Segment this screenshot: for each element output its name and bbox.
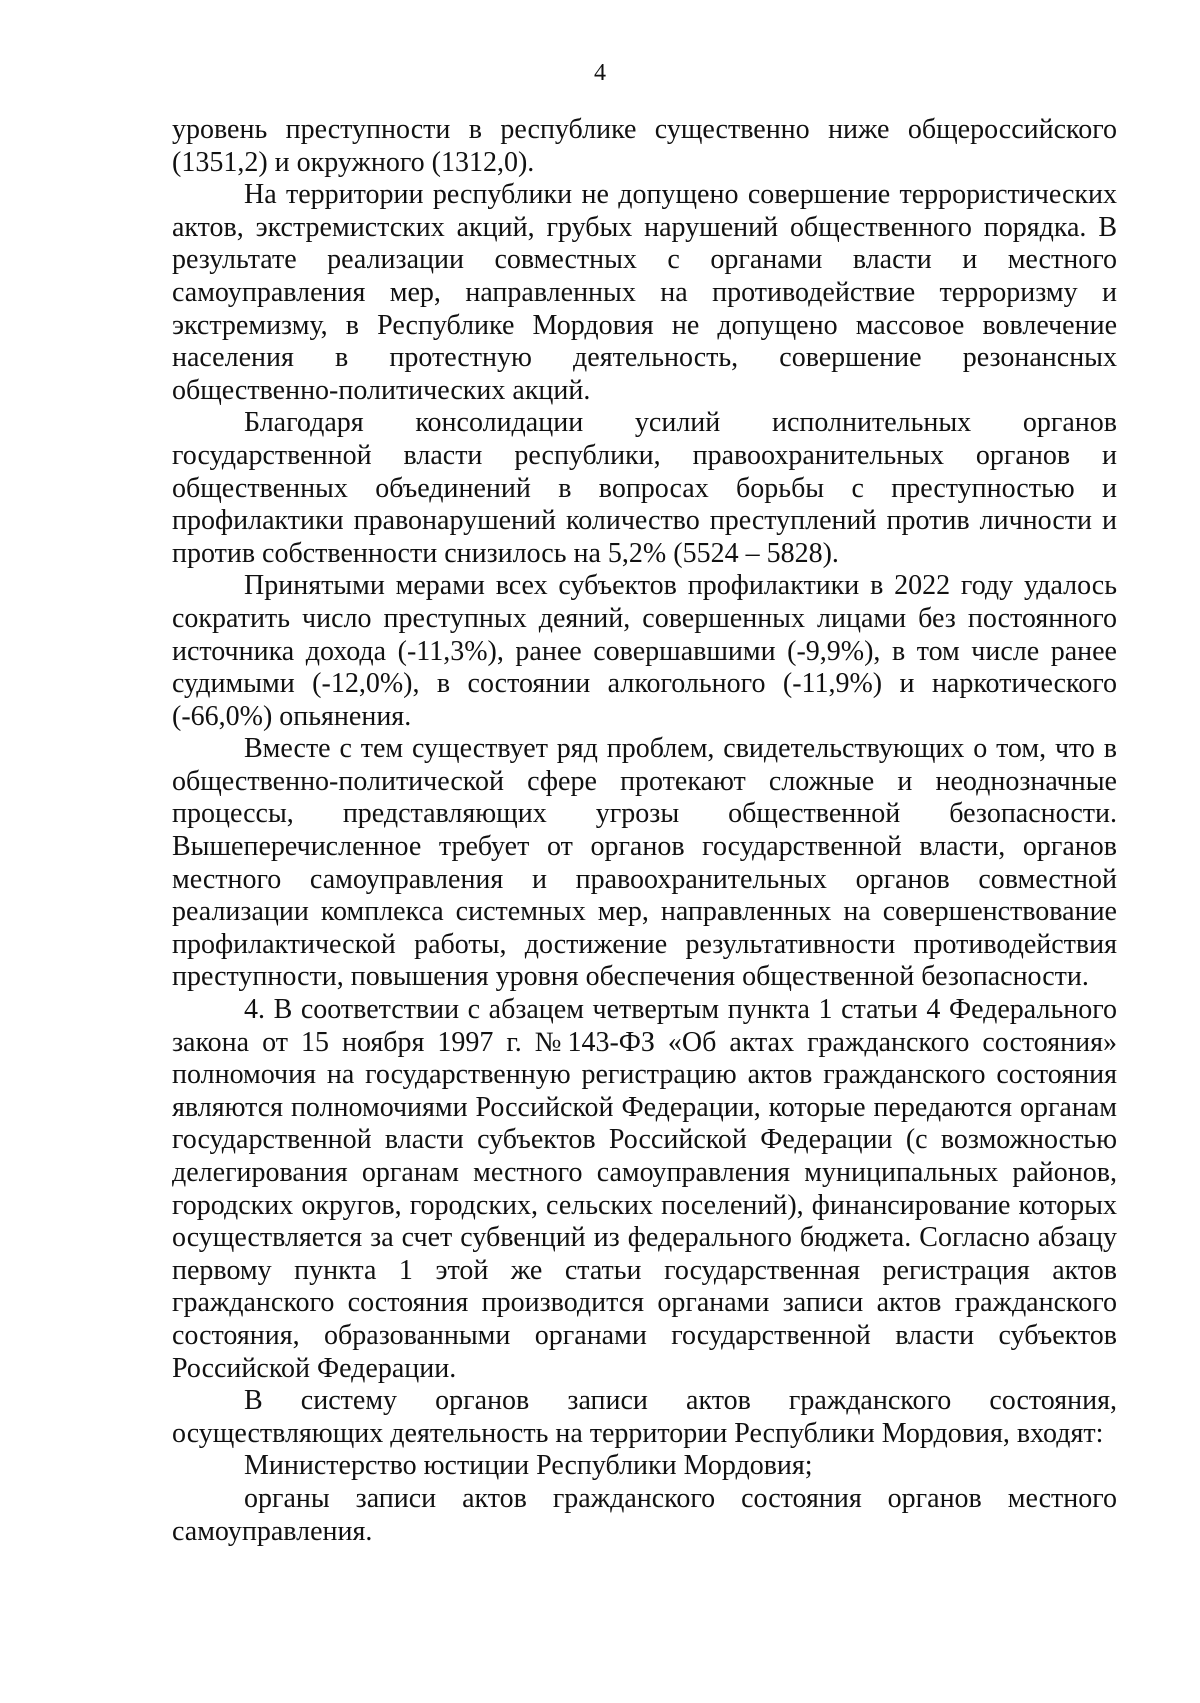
paragraph-registry-system: В систему органов записи актов гражданского состояния, осуществляющих деятельность на территории Республики Мордовия, входят: xyxy=(172,1385,1117,1449)
paragraph-terrorism-prevention: На территории республики не допущено совершение террористических актов, экстремистских акций, грубых нарушений общественного порядка. В результате реализации совместных с органами власти и местного самоуправления мер, направленных на противодействие терроризму и экстремизму, в Республике Мордовия не допущено массовое вовлечение населения в протестную деятельность, совершение резонансных общественно-политических акций. xyxy=(172,179,1117,406)
document-body xyxy=(172,114,1117,1548)
paragraph-crime-reduction: Благодаря консолидации усилий исполнительных органов государственной власти республики, правоохранительных органов и общественных объединений в вопросах борьбы с преступностью и профилактики правонарушений количество преступлений против личности и против собственности снизилось на 5,2% (5524 – 5828). xyxy=(172,407,1117,569)
page-number: 4 xyxy=(594,60,606,86)
list-item-local-registry-offices: органы записи актов гражданского состояния органов местного самоуправления. xyxy=(172,1482,1117,1547)
paragraph-problems: Вместе с тем существует ряд проблем, свидетельствующих о том, что в общественно-политической сфере протекают сложные и неоднозначные процессы, представляющих угрозы общественной безопасности. Вышеперечисленное требует от органов государственной власти, органов местного самоуправления и правоохранительных органов совместной реализации комплекса системных мер, направленных на совершенствование профилактической работы, достижение результативности противодействия преступности, повышения уровня обеспечения общественной безопасности. xyxy=(172,733,1117,993)
paragraph-prevention-results: Принятыми мерами всех субъектов профилактики в 2022 году удалось сократить число преступных деяний, совершенных лицами без постоянного источника дохода (-11,3%), ранее совершавшими (-9,9%), в том числе ранее судимыми (-12,0%), в состоянии алкогольного (-11,9%) и наркотического (-66,0%) опьянения. xyxy=(172,570,1117,732)
paragraph-civil-registration-law: 4. В соответствии с абзацем четвертым пункта 1 статьи 4 Федерального закона от 15 ноября 1997 г. №143-ФЗ «Об актах гражданского состояния» полномочия на государственную регистрацию актов гражданского состояния являются полномочиями Российской Федерации, которые передаются органам государственной власти субъектов Российской Федерации (с возможностью делегирования органам местного самоуправления муниципальных районов, городских округов, городских, сельских поселений), финансирование которых осуществляется за счет субвенций из федерального бюджета. Согласно абзацу первому пункта 1 этой же статьи государственная регистрация актов гражданского состояния производится органами записи актов гражданского состояния, образованными органами государственной власти субъектов Российской Федерации. xyxy=(172,994,1117,1384)
list-item-ministry-of-justice: Министерство юстиции Республики Мордовия; xyxy=(244,1450,813,1482)
paragraph-crime-level: уровень преступности в республике существенно ниже общероссийского (1351,2) и окружного (1312,0). xyxy=(172,114,1117,178)
